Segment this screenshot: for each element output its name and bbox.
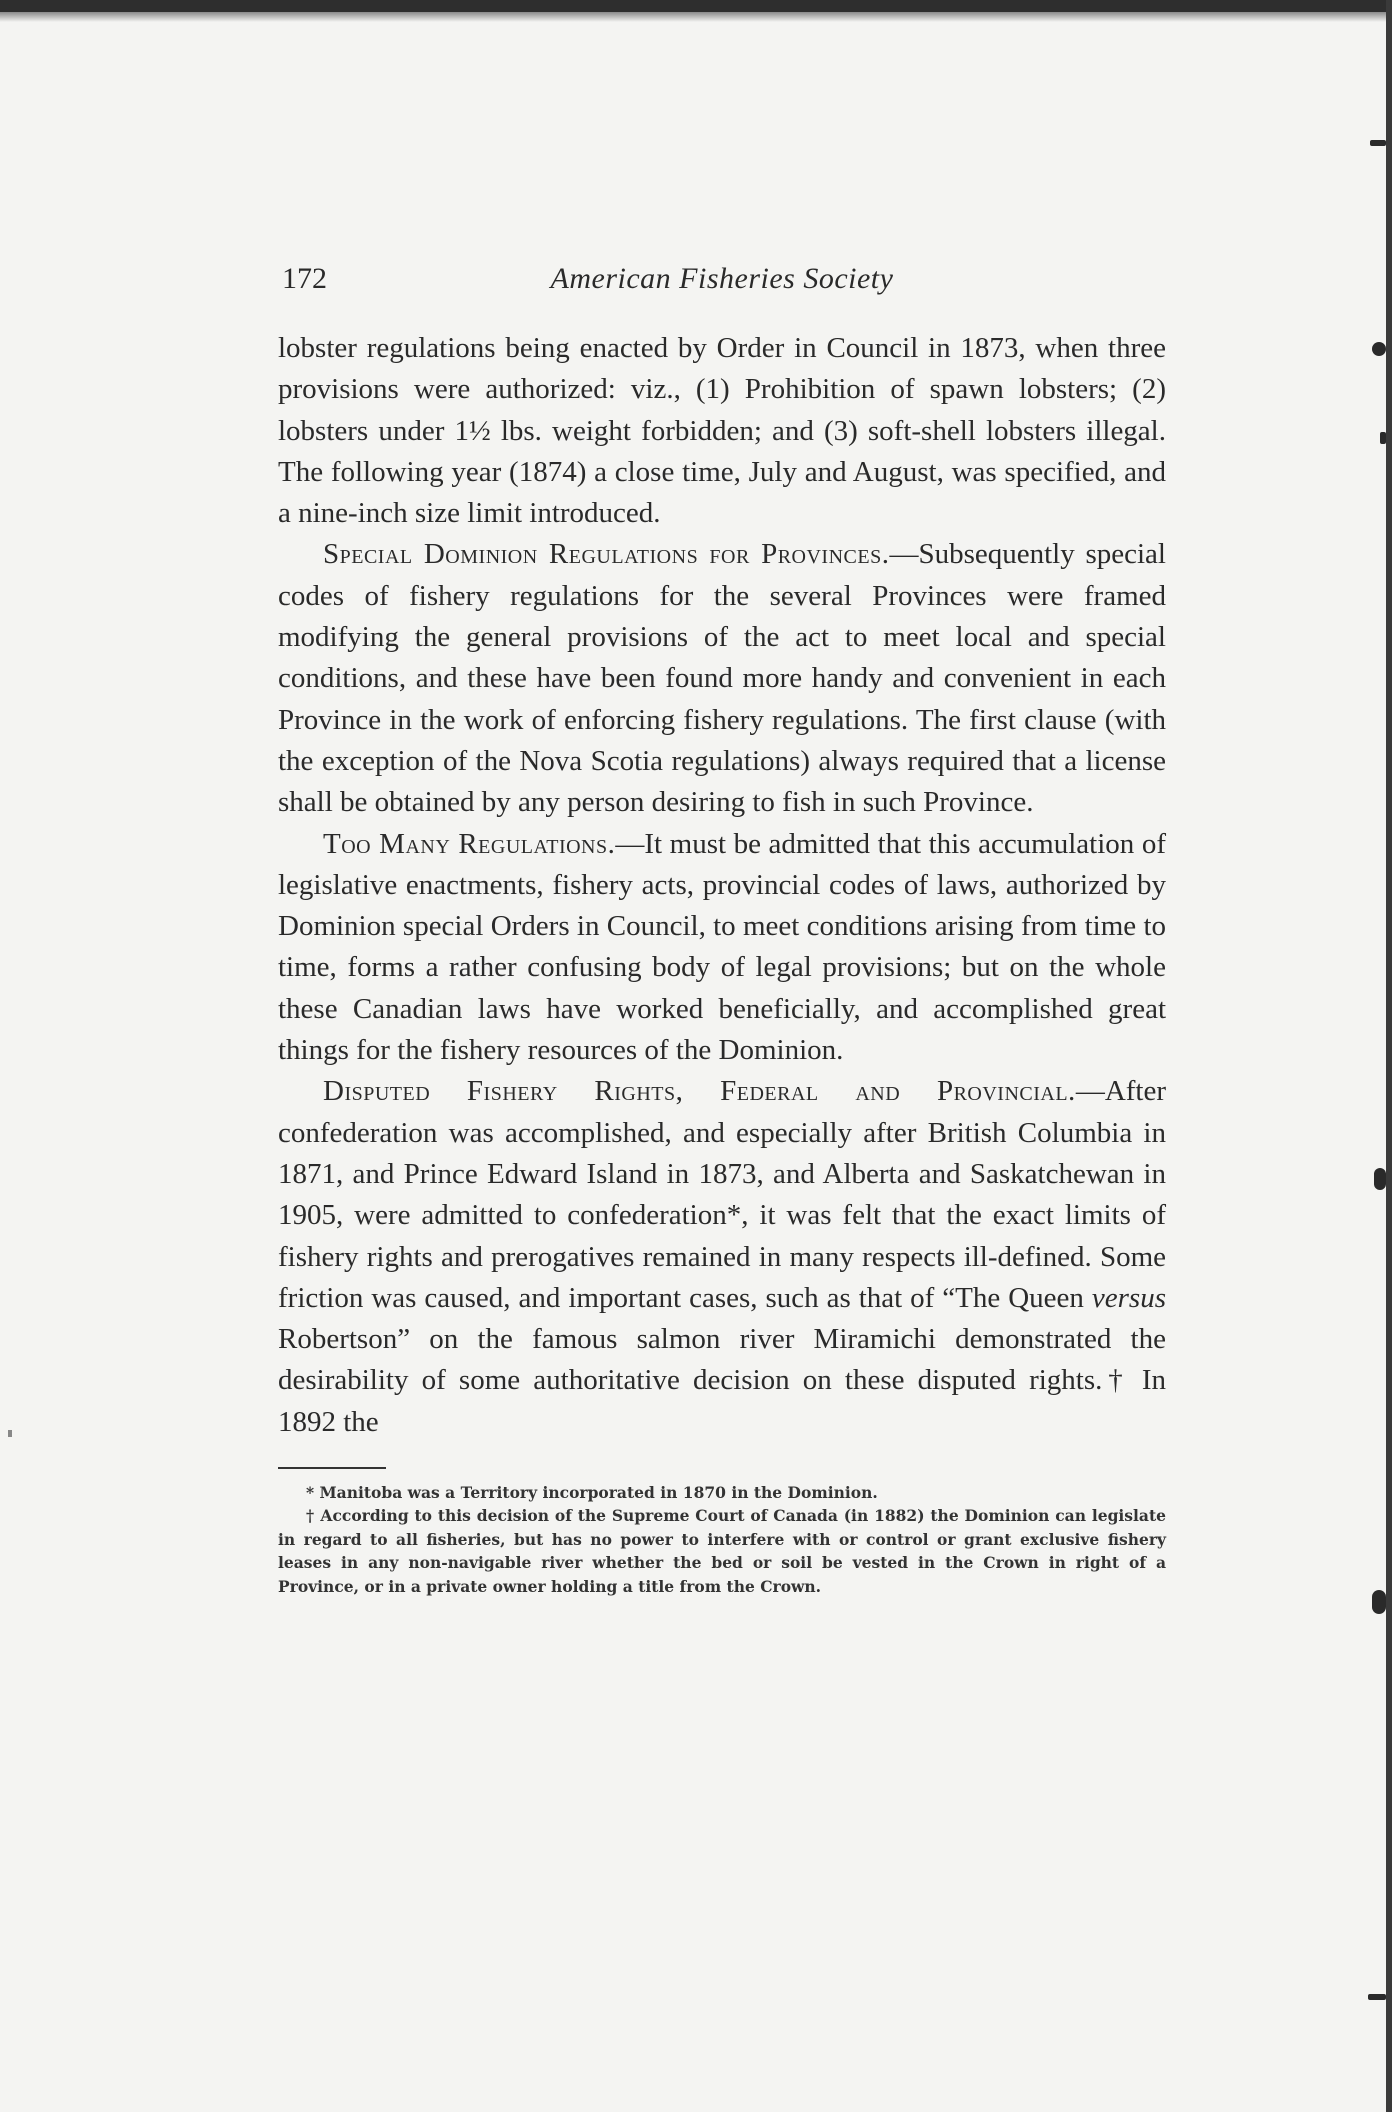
paragraph-text: —Subsequently special codes of fishery regulations for the several Provinces were framed modifying the general provisions of the act to meet local and special conditions, and these have been found more handy and convenient in each Province in the work of enforcing fishery regulations. The first clause (with the exception of the Nova Scotia regulations) always required that a license shall be obtained by any person desiring to fish in such Province. — [278, 538, 1166, 819]
scan-artifact — [8, 1430, 12, 1437]
body-text — [278, 328, 1166, 1443]
paragraph — [278, 328, 1166, 534]
scan-right-edge — [1386, 0, 1392, 2112]
footnote: † According to this decision of the Supreme Court of Canada (in 1882) the Dominion can legislate in regard to all fisheries, but has no power to interfere with or control or grant exclusive fishery leases in any non-navigable river whether the bed or soil be vested in the Crown in right of a Province, or in a private owner holding a title from the Crown. — [278, 1506, 1166, 1596]
paragraph-text: Robertson” on the famous salmon river Miramichi demonstrated the desirability of some authoritative decision on these disputed rights.† In 1892 the — [278, 1323, 1166, 1438]
scan-top-shadow — [0, 12, 1392, 22]
paragraph-text: lobster regulations being enacted by Order in Council in 1873, when three provisions were authorized: viz., (1) Prohibition of spawn lobsters; (2) lobsters under 1½ lbs. weight forbidden; and (3) soft-shell lobsters illegal. The following year (1874) a close time, July and August, was specified, and a nine-inch size limit introduced. — [278, 332, 1166, 530]
footnote: * Manitoba was a Territory incorporated in 1870 in the Dominion. — [306, 1483, 878, 1503]
section-heading: Too Many Regulations. — [323, 827, 616, 860]
footnotes — [278, 1481, 1166, 1598]
paragraph — [278, 1071, 1166, 1443]
section-heading: Special Dominion Regulations for Provinces. — [323, 538, 890, 571]
section-heading: Disputed Fishery Rights, Federal and Provincial. — [323, 1075, 1076, 1108]
running-title: American Fisheries Society — [550, 262, 894, 295]
edge-mark — [1368, 1994, 1386, 2000]
paragraph-text: —After confederation was accomplished, and especially after British Columbia in 1871, and Prince Edward Island in 1873, and Alberta and Saskatchewan in 1905, were admitted to confederation*, it was felt that the exact limits of fishery rights and prerogatives remained in many respects ill-defined. Some friction was caused, and important cases, such as that of “The Queen — [278, 1075, 1166, 1314]
footnote-rule — [278, 1467, 386, 1469]
edge-mark — [1370, 140, 1386, 146]
scan-top-edge — [0, 0, 1392, 12]
running-head — [278, 262, 1166, 312]
edge-mark — [1372, 342, 1386, 356]
book-page — [278, 262, 1166, 1598]
edge-mark — [1380, 432, 1386, 444]
paragraph — [278, 534, 1166, 823]
edge-mark — [1372, 1590, 1386, 1614]
paragraph-text: —It must be admitted that this accumulation of legislative enactments, fishery acts, provincial codes of laws, authorized by Dominion special Orders in Council, to meet conditions arising from time to time, forms a rather confusing body of legal provisions; but on the whole these Canadian laws have worked beneficially, and accomplished great things for the fishery resources of the Dominion. — [278, 827, 1167, 1067]
italic-term: versus — [1091, 1281, 1166, 1314]
paragraph — [278, 824, 1166, 1072]
page-number: 172 — [282, 262, 327, 295]
edge-mark — [1374, 1168, 1386, 1190]
